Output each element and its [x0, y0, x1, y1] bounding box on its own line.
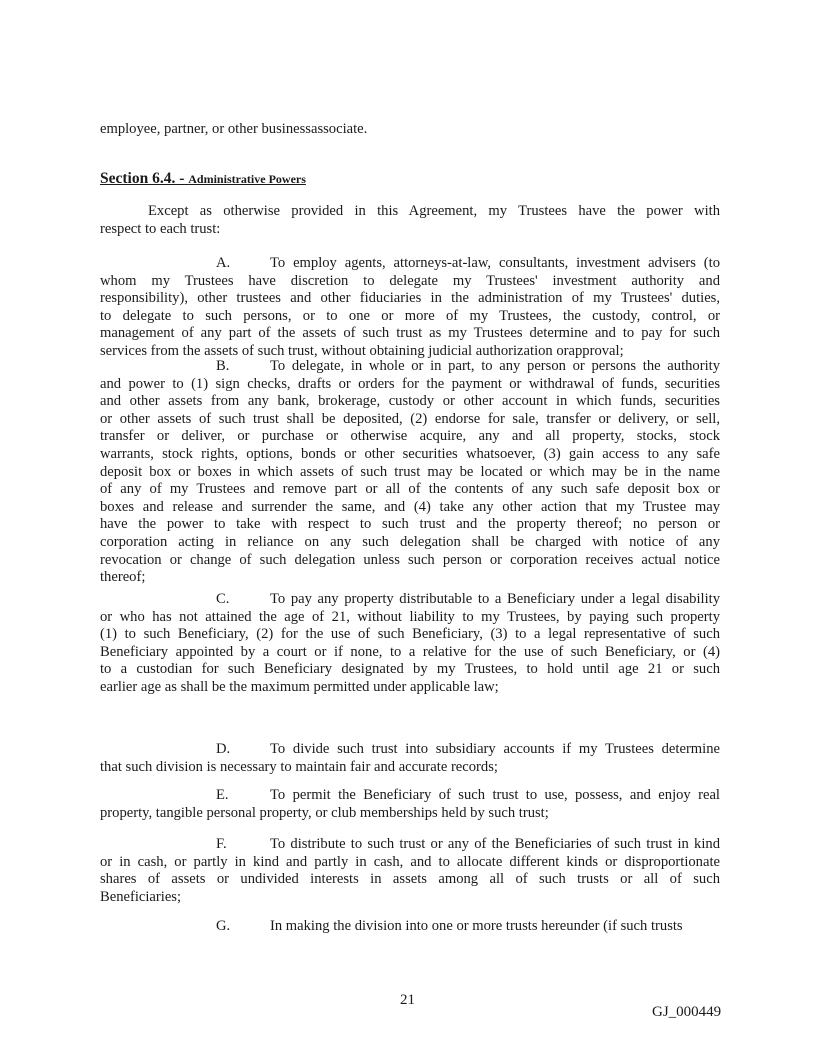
- text-line: whom my Trustees have discretion to delegate my Trustees' investment authority and: [100, 272, 720, 289]
- text-line: employee, partner, or other businessassociate.: [100, 121, 368, 137]
- text-line: (1) to such Beneficiary, (2) for the use of such Beneficiary, (3) to a legal representative of such: [100, 626, 720, 643]
- page-number: 21: [400, 992, 415, 1008]
- text-line: management of any part of the assets of such trust as my Trustees determine and to pay for such: [100, 325, 720, 342]
- text-line: Beneficiary appointed by a court or if none, to a relative for the use of such Beneficiary, or (4): [100, 643, 720, 660]
- text-line: that such division is necessary to maintain fair and accurate records;: [100, 758, 498, 775]
- paragraph-g: [100, 918, 720, 936]
- text-line: to delegate to such persons, or to one or more of my Trustees, the custody, control, or: [100, 307, 720, 324]
- paragraph-label: F.: [216, 836, 227, 852]
- paragraph-b: [100, 358, 720, 587]
- text-line: or who has not attained the age of 21, without liability to my Trustees, by paying such property: [100, 608, 720, 625]
- text-line: Beneficiaries;: [100, 888, 182, 905]
- paragraph-label: E.: [216, 787, 229, 803]
- paragraph-c: [100, 591, 720, 697]
- text-line: or other assets of such trust shall be deposited, (2) endorse for sale, transfer or delivery, or sell,: [100, 410, 720, 427]
- text-line: earlier age as shall be the maximum permitted under applicable law;: [100, 678, 499, 695]
- text-line: Except as otherwise provided in this Agreement, my Trustees have the power with: [148, 203, 720, 219]
- text-line: [100, 591, 720, 609]
- text-line: boxes and release and surrender the same, and (4) take any other action that my Trustee may: [100, 498, 720, 515]
- text-line: to a custodian for such Beneficiary designated by my Trustees, to hold until age 21 or such: [100, 661, 720, 678]
- intro-paragraph: [100, 203, 720, 238]
- text-line: or in cash, or partly in kind and partly in cash, and to allocate different kinds or disproportionate: [100, 853, 720, 870]
- paragraph-e: [100, 787, 720, 822]
- text-line-content: To employ agents, attorneys-at-law, consultants, investment advisers (to: [270, 255, 720, 271]
- text-line-content: To pay any property distributable to a Beneficiary under a legal disability: [270, 591, 720, 607]
- text-line: shares of assets or undivided interests in assets among all of such trusts or all of such: [100, 871, 720, 888]
- text-line: [100, 787, 720, 805]
- text-line: property, tangible personal property, or club memberships held by such trust;: [100, 804, 549, 821]
- section-number: Section 6.4. -: [100, 170, 185, 187]
- text-line: have the power to take with respect to such trust and the property thereof; no person or: [100, 516, 720, 533]
- text-line: thereof;: [100, 569, 146, 586]
- text-line: deposit box or boxes in which assets of such trust may be located or which may be in the name: [100, 463, 720, 480]
- text-line-content: In making the division into one or more trusts hereunder (if such trusts: [270, 918, 683, 934]
- paragraph-label: A.: [216, 255, 231, 271]
- text-line: [100, 741, 720, 759]
- paragraph-d: [100, 741, 720, 776]
- section-heading: [100, 170, 306, 188]
- bates-number: GJ_000449: [652, 1004, 722, 1020]
- text-line: [100, 358, 720, 376]
- text-line: revocation or change of such delegation unless such person or corporation receives actual notice: [100, 551, 720, 568]
- continued-text: [100, 121, 720, 139]
- paragraph-label: C.: [216, 591, 230, 607]
- paragraph-label: D.: [216, 741, 231, 757]
- text-line-content: To distribute to such trust or any of the Beneficiaries of such trust in kind: [270, 836, 720, 852]
- text-line: and other assets from any bank, brokerage, custody or other account in which funds, securities: [100, 393, 720, 410]
- text-line: transfer or deliver, or purchase or otherwise acquire, any and all property, stocks, stock: [100, 428, 720, 445]
- text-line-content: To divide such trust into subsidiary accounts if my Trustees determine: [270, 741, 720, 757]
- text-line: responsibility), other trustees and other fiduciaries in the administration of my Trustees' duties,: [100, 290, 720, 307]
- text-line: services from the assets of such trust, without obtaining judicial authorization orapproval;: [100, 342, 624, 359]
- paragraph-f: [100, 836, 720, 906]
- text-line: [100, 255, 720, 273]
- text-line: of any of my Trustees and remove part or all of the contents of any such safe deposit box or: [100, 481, 720, 498]
- paragraph-label: B.: [216, 358, 230, 374]
- text-line: corporation acting in reliance on any such delegation shall be charged with notice of any: [100, 533, 720, 550]
- section-title: Administrative Powers: [188, 172, 306, 186]
- paragraph-a: [100, 255, 720, 361]
- text-line: warrants, stock rights, options, bonds or other securities whatsoever, (3) gain access to any safe: [100, 445, 720, 462]
- text-line-content: To permit the Beneficiary of such trust to use, possess, and enjoy real: [270, 787, 720, 803]
- text-line-content: To delegate, in whole or in part, to any person or persons the authority: [270, 358, 720, 374]
- text-line: [100, 836, 720, 854]
- paragraph-label: G.: [216, 918, 231, 934]
- text-line: [100, 918, 720, 936]
- text-line: and power to (1) sign checks, drafts or orders for the payment or withdrawal of funds, securities: [100, 375, 720, 392]
- text-line: respect to each trust:: [100, 220, 221, 237]
